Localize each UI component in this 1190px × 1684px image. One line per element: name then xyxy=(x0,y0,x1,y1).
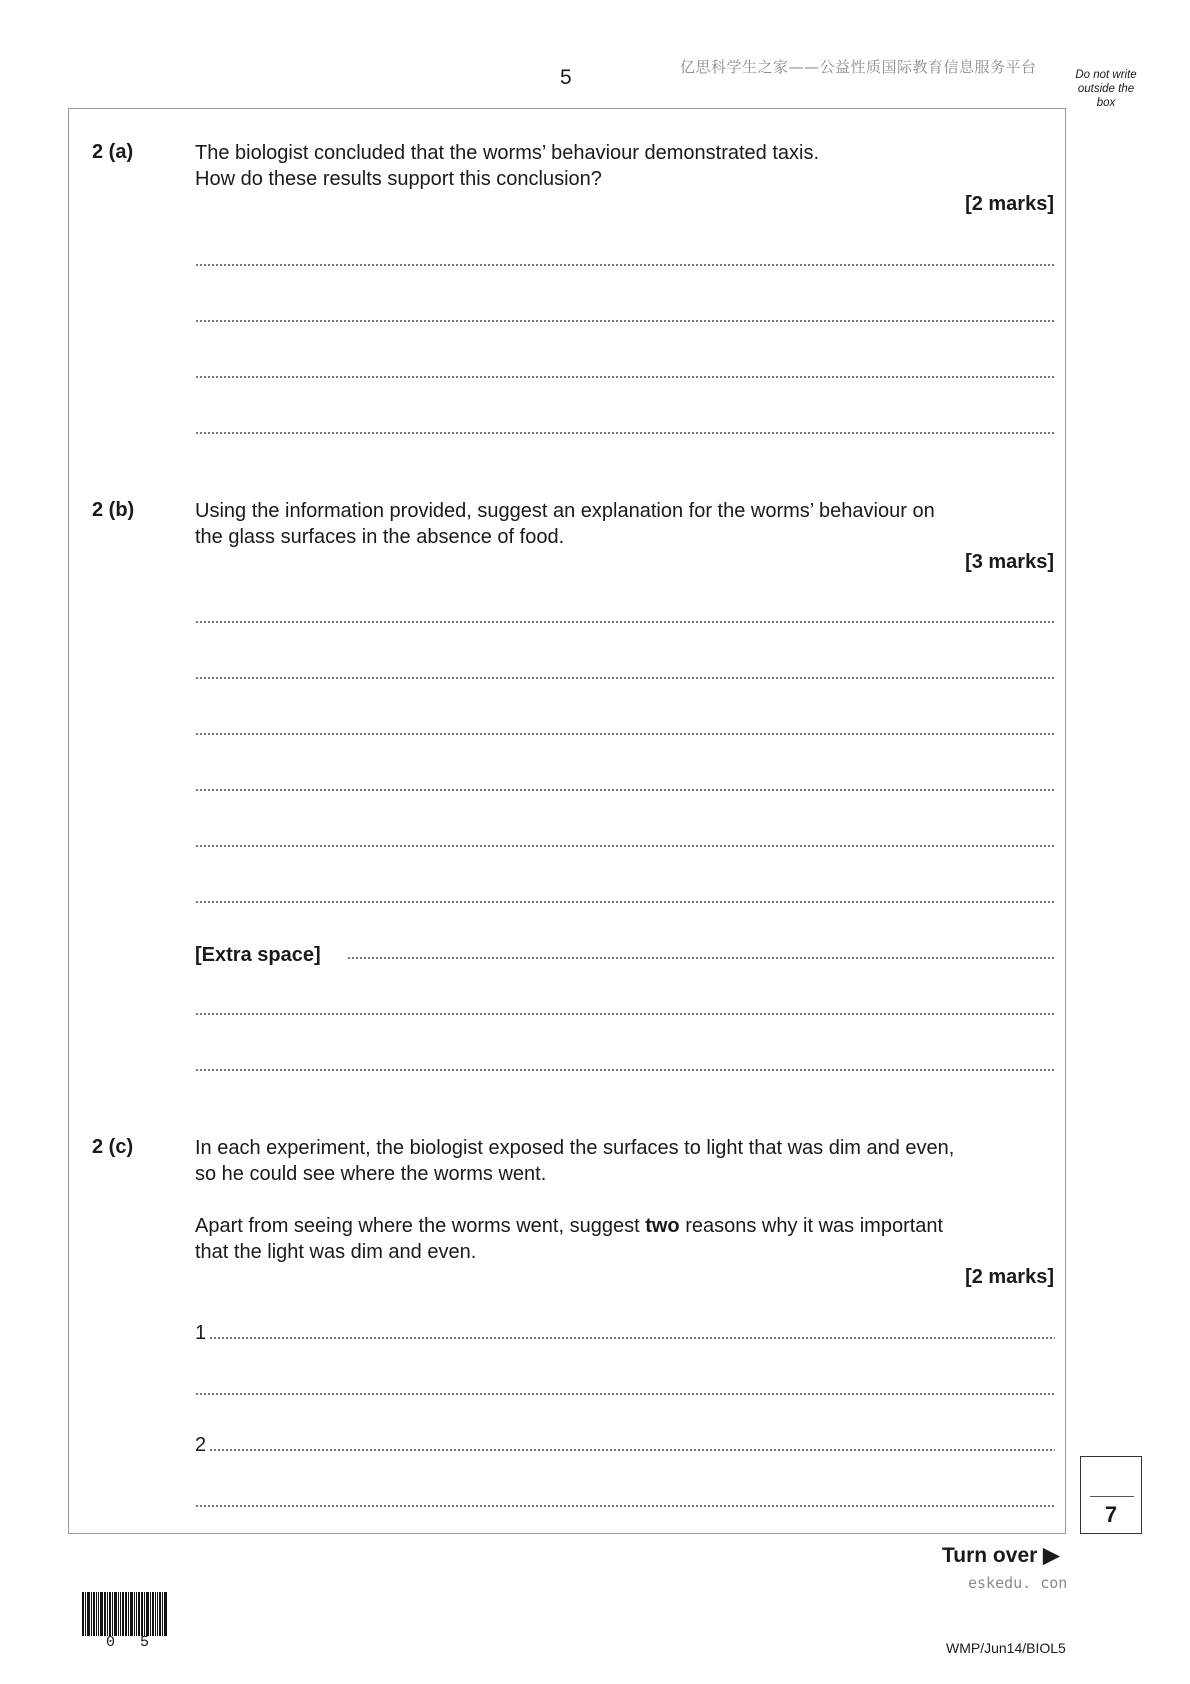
answer-line[interactable] xyxy=(195,1393,1055,1395)
answer-line[interactable] xyxy=(195,789,1055,791)
question-2b-text xyxy=(195,498,1055,550)
question-2b-number: 2 (b) xyxy=(92,499,135,521)
score-total: 7 xyxy=(1104,1502,1118,1527)
question-2a-line-1: The biologist concluded that the worms’ behaviour demonstrated taxis. xyxy=(195,142,820,164)
answer-1-label: 1 xyxy=(195,1322,207,1344)
question-2a-number: 2 (a) xyxy=(92,141,134,163)
answer-line[interactable] xyxy=(195,677,1055,679)
question-2b-line-1: Using the information provided, suggest an explanation for the worms’ behaviour on xyxy=(195,500,935,522)
score-box-rule xyxy=(1090,1496,1134,1497)
barcode-image xyxy=(82,1592,178,1636)
answer-line[interactable] xyxy=(195,376,1055,378)
footer-watermark: eskedu. con xyxy=(968,1574,1068,1592)
answer-2-line[interactable] xyxy=(209,1449,1055,1451)
question-2a-text xyxy=(195,140,1055,192)
margin-note-line-1: Do not write xyxy=(1075,69,1137,81)
question-2c-emphasis: two xyxy=(645,1215,680,1237)
answer-line[interactable] xyxy=(195,621,1055,623)
question-2c-line-2: so he could see where the worms went. xyxy=(195,1163,547,1185)
answer-line[interactable] xyxy=(195,1069,1055,1071)
question-2c-text xyxy=(195,1135,1055,1265)
question-2c-line-3-end: reasons why it was important xyxy=(679,1215,944,1237)
question-2c-line-1: In each experiment, the biologist exposed the surfaces to light that was dim and even, xyxy=(195,1137,955,1159)
answer-line[interactable] xyxy=(195,901,1055,903)
extra-space-label: [Extra space] xyxy=(195,944,321,966)
answer-line[interactable] xyxy=(195,1505,1055,1507)
answer-line[interactable] xyxy=(195,320,1055,322)
extra-space-answer-line[interactable] xyxy=(347,957,1055,959)
question-2c-marks: [2 marks] xyxy=(965,1266,1054,1288)
answer-2-label: 2 xyxy=(195,1434,207,1456)
question-2b-marks: [3 marks] xyxy=(965,551,1054,573)
question-2a-marks: [2 marks] xyxy=(965,193,1054,215)
barcode-number: 0 5 xyxy=(106,1634,158,1651)
question-2b-line-2: the glass surfaces in the absence of food. xyxy=(195,526,565,548)
answer-line[interactable] xyxy=(195,733,1055,735)
margin-note-line-3: box xyxy=(1096,97,1116,109)
question-2c-line-3 xyxy=(195,1213,1055,1239)
turn-over-label: Turn over ▶ xyxy=(942,1544,1060,1567)
paper-code: WMP/Jun14/BIOL5 xyxy=(946,1640,1066,1656)
header-watermark: 亿思科学生之家——公益性质国际教育信息服务平台 xyxy=(680,58,1037,76)
answer-line[interactable] xyxy=(195,1013,1055,1015)
answer-line[interactable] xyxy=(195,264,1055,266)
question-2c-line-3-start: Apart from seeing where the worms went, suggest xyxy=(195,1215,646,1237)
answer-1-line[interactable] xyxy=(209,1337,1055,1339)
question-2c-number: 2 (c) xyxy=(92,1136,134,1158)
margin-note-line-2: outside the xyxy=(1077,83,1135,95)
answer-line[interactable] xyxy=(195,845,1055,847)
question-2c-line-4: that the light was dim and even. xyxy=(195,1241,477,1263)
answer-line[interactable] xyxy=(195,432,1055,434)
question-2a-line-2: How do these results support this conclusion? xyxy=(195,168,602,190)
page-number: 5 xyxy=(560,66,572,89)
margin-note xyxy=(1066,68,1146,110)
